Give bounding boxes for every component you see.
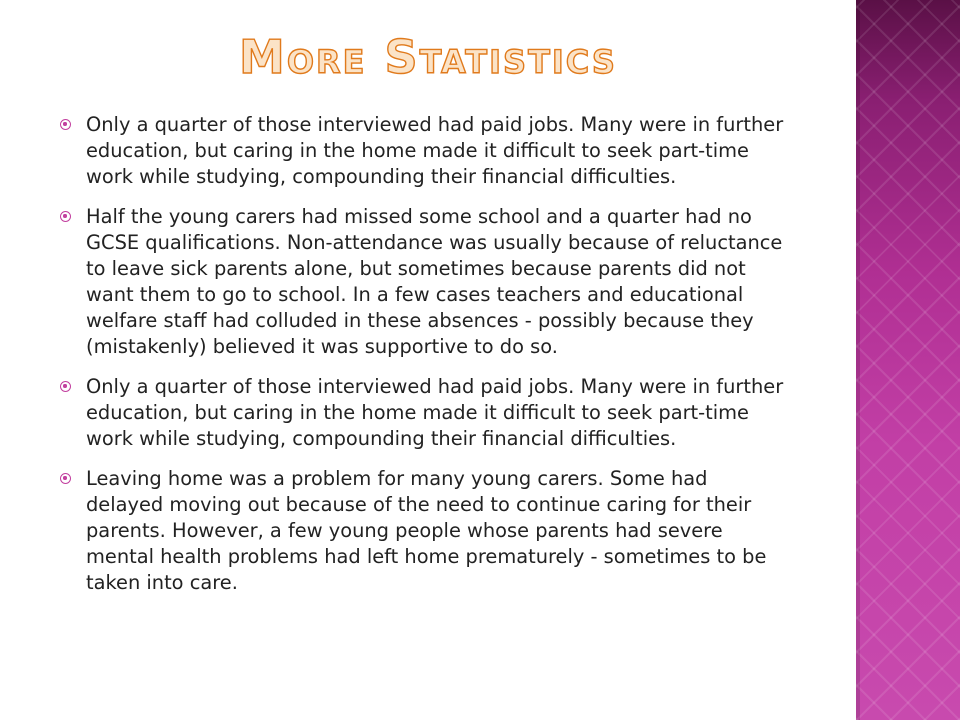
decorative-side-panel xyxy=(856,0,960,720)
list-item xyxy=(60,112,790,190)
bullet-text: Leaving home was a problem for many young carers. Some had delayed moving out because of the need to continue caring for their parents. However, a few young people whose parents had severe mental health problems had left home prematurely - sometimes to be taken into care. xyxy=(86,467,767,594)
circled-dot-icon xyxy=(60,473,71,484)
list-item xyxy=(60,374,790,452)
bullet-text: Only a quarter of those interviewed had paid jobs. Many were in further education, but caring in the home made it difficult to seek part-time work while studying, compounding their financial difficulties. xyxy=(86,113,784,188)
bullet-text: Half the young carers had missed some school and a quarter had no GCSE qualifications. Non-attendance was usually because of reluctance to leave sick parents alone, but sometimes because parents did not want them to go to school. In a few cases teachers and educational welfare staff had colluded in these absences - possibly because they (mistakenly) believed it was supportive to do so. xyxy=(86,205,783,358)
bullet-list xyxy=(60,112,790,610)
bullet-text: Only a quarter of those interviewed had paid jobs. Many were in further education, but caring in the home made it difficult to seek part-time work while studying, compounding their financial difficulties. xyxy=(86,375,784,450)
circled-dot-icon xyxy=(60,381,71,392)
slide-title: More Statistics xyxy=(239,30,617,84)
circled-dot-icon xyxy=(60,211,71,222)
list-item xyxy=(60,466,790,596)
circled-dot-icon xyxy=(60,119,71,130)
list-item xyxy=(60,204,790,360)
